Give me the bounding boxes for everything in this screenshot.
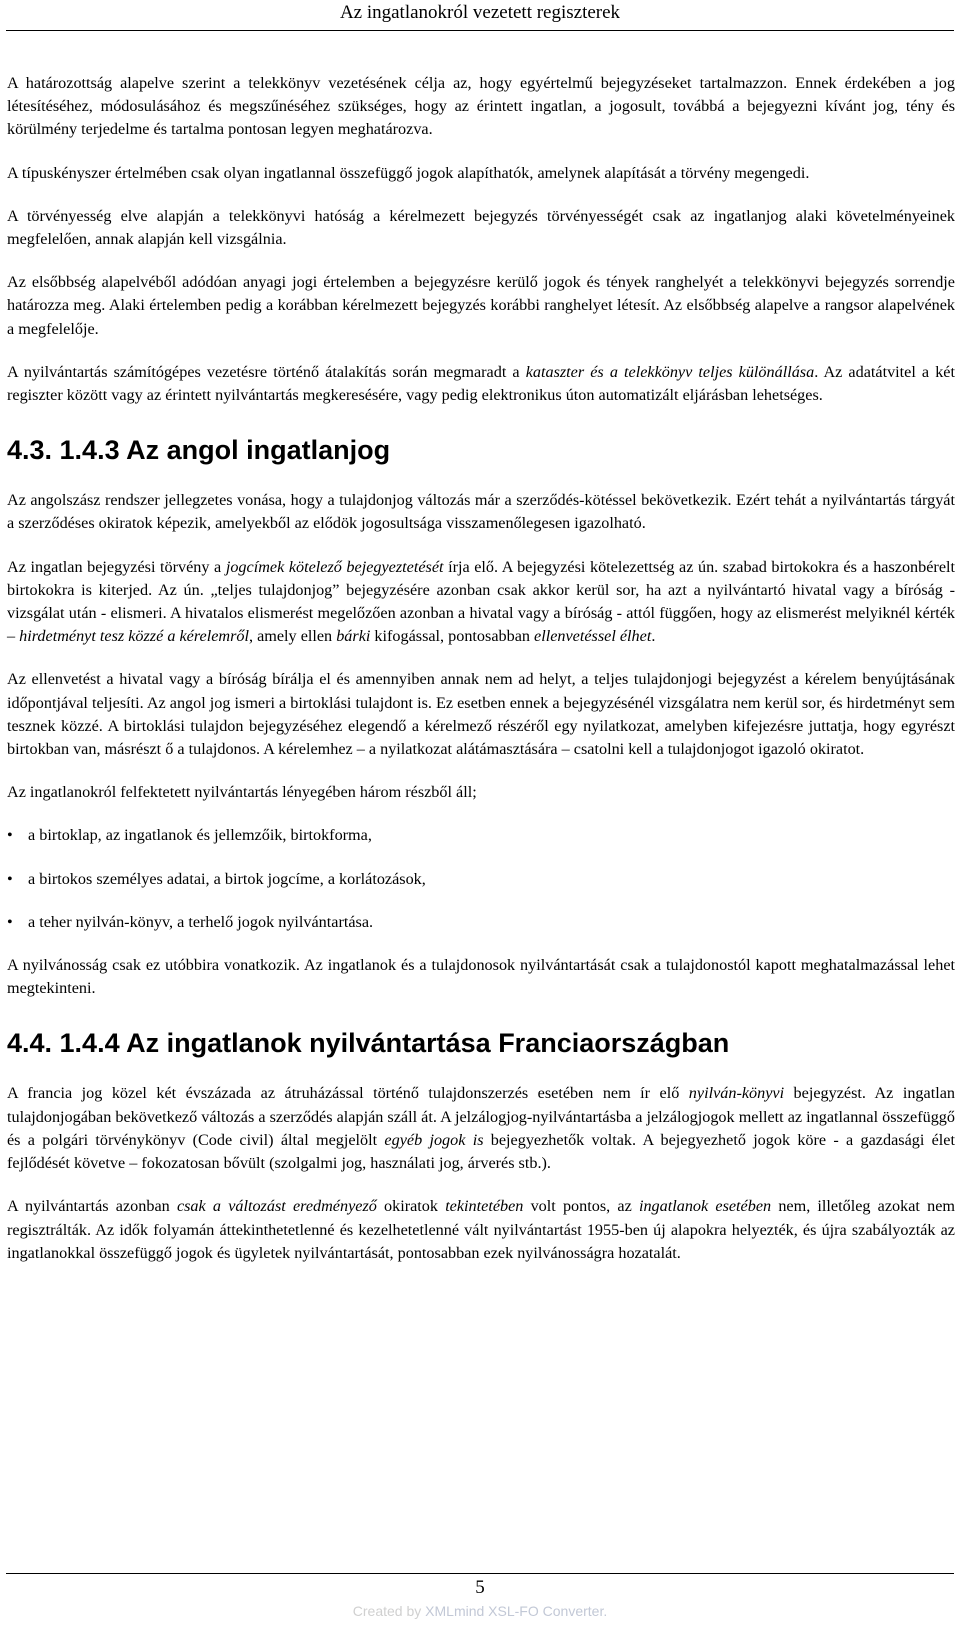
paragraph-francia-jog (7, 1082, 955, 1175)
emphasis: ingatlanok esetében (638, 1197, 772, 1216)
paragraph-ellenvetes: Az ellenvetést a hivatal vagy a bíróság bírálja el és amennyiben annak nem ad helyt, a teljes tulajdonjogi bejegyzést a kérelem benyújtásának időpontjával teljesíti. Az angol jog ismeri a birtoklási tulajdont is. Ez esetben ennek a bejegyzésénél vizsgálatra nem kerül sor, és hirdetményt sem tesznek közzé. A birtoklási tulajdon bejegyzéséhez elegendő a kérelmező részéről egy nyilatkozat, amelyben kifejezésre juttatja, hogy egyrészt birtokban van, másrészt ő a tulajdonos. A kérelemhez – a nyilatkozat alátámasztására – csatolni kell a tulajdonjogot igazoló okiratot. (7, 670, 955, 759)
footer-rule (6, 1573, 954, 1574)
emphasis: jogcímek kötelező bejegyeztetését (225, 557, 444, 576)
list-item (7, 868, 955, 891)
paragraph-elsobbseg: Az elsőbbség alapelvéből adódóan anyagi jogi értelemben a bejegyzésre kerülő jogok és tények ranghelyét a telekkönyvi bejegyzés sorrendje határozza meg. Alaki értelemben pedig a korábban kérelmezett bejegyzés korábbi ranghelyet létesít. Az elsőbbség alapelve a rangsor alapelvének a megfelelője. (7, 273, 955, 338)
paragraph-nyilvantartas (7, 361, 955, 407)
emphasis: tekintetében (445, 1197, 524, 1216)
paragraph-angolszasz: Az angolszász rendszer jellegzetes vonása, hogy a tulajdonjog változás már a szerződés-kötéssel bekövetkezik. Ezért tehát a nyilvántartás tárgyát a szerződéses okiratok képezik, amelyekből az elődök jogosultsága visszamenőlegesen igazolható. (7, 491, 955, 533)
text-run: bejegyezhetők voltak. A bejegyezhető jogok köre - a gazdasági élet fejlődését követve – fokozatosan bővült (szolgalmi jog, használati jog, árverés stb.). (7, 1130, 955, 1173)
text-run: Az ingatlan bejegyzési törvény a (7, 557, 226, 576)
paragraph-nyilvanossag: A nyilvánosság csak ez utóbbira vonatkozik. Az ingatlanok és a tulajdonosok nyilvántartását csak a tulajdonostól kapott meghatalmazással lehet megtekinteni. (7, 956, 955, 998)
section-heading-angol: 4.3. 1.4.3 Az angol ingatlanjog (7, 435, 391, 466)
bullet-list (7, 824, 955, 934)
list-item (7, 824, 955, 847)
emphasis: nyilván-könyvi (688, 1084, 785, 1103)
list-item-text: a birtoklap, az ingatlanok és jellemzőik, birtokforma, (28, 826, 372, 845)
text-run: A nyilvántartás számítógépes vezetésre történő átalakítás során megmaradt a (7, 362, 526, 381)
paragraph-harom-resz: Az ingatlanokról felfektetett nyilvántartás lényegében három részből áll; (7, 783, 477, 802)
paragraph-1955 (7, 1195, 955, 1265)
paragraph-bejegyzesi-torveny (7, 556, 955, 649)
emphasis: bárki (336, 627, 371, 646)
created-by-text: Created by (352, 1603, 426, 1619)
paragraph-tipuskenyszer: A típuskényszer értelmében csak olyan ingatlannal összefüggő jogok alapíthatók, amelynek alapítását a törvény megengedi. (7, 163, 810, 182)
text-run: okiratok (376, 1197, 446, 1216)
text-run: írja elő. A bejegyzési kötelezettség az ún. szabad birtokokra és a haszonbérelt birtokokra is kiterjed. Az ún. „teljes tulajdonjog” bejegyzésére azonban csak akkor kerül sor, ha azt a nyilvántartó hivatal vagy a bíróság - vizsgálat után - elismeri. A hivatalos elismerést megelőzően azonban a hivatal vagy a bíróság - attól függően, hogy az elismerést melyiknél kérték – (7, 557, 956, 646)
emphasis: ellenvetéssel élhet (534, 627, 652, 646)
running-header: Az ingatlanokról vezetett regiszterek (339, 2, 621, 23)
paragraph-hatarozottsag: A határozottság alapelve szerint a telekkönyv vezetésének célja az, hogy egyértelmű bejegyzéseket tartalmazzon. Ennek érdekében a jog létesítéséhez, módosulásához és megszűnéséhez szükséges, hogy az érintett ingatlan, a jogosult, továbbá a bejegyezni kívánt jog, tény és körülmény terjedelme és tartalma pontosan legyen meghatározva. (7, 74, 955, 139)
emphasis: hirdetményt tesz közzé a kérelemről (19, 627, 249, 646)
text-run: A francia jog közel két évszázada az átruházással történő tulajdonszerzés esetében nem ír elő (7, 1084, 689, 1103)
bullet-icon: • (7, 912, 13, 931)
page-number: 5 (475, 1577, 485, 1598)
emphasis: kataszter és a telekkönyv teljes különállása (525, 362, 815, 381)
generator-name: XMLmind XSL-FO Converter. (425, 1603, 608, 1619)
text-run: nem, illetőleg azokat nem regisztrálták. Az idők folyamán áttekinthetetlenné és kezelhetetlenné vált nyilvántartást 1955-ben új alapokra helyezték, és újra szabályozták az ingatlanokkal összefüggő jogok és ügyletek nyilvántartását, pontosabban ezek nyilvánosságra hozatalát. (7, 1197, 955, 1262)
emphasis: egyéb jogok is (384, 1130, 484, 1149)
text-run: A nyilvántartás azonban (7, 1197, 177, 1216)
list-item-text: a teher nyilván-könyv, a terhelő jogok nyilvántartása. (28, 912, 374, 931)
paragraph-torvenyesseg: A törvényesség elve alapján a telekkönyvi hatóság a kérelmezett bejegyzés törvényességét csak az ingatlanjog alaki követelményeinek megfelelően, annak alapján kell vizsgálnia. (7, 206, 955, 249)
section-heading-francia: 4.4. 1.4.4 Az ingatlanok nyilvántartása Franciaországban (7, 1028, 730, 1059)
text-run: . Az adatátvitel a két regiszter között vagy az érintett nyilvántartás megkeresésére, vagy pedig elektronikus úton automatizált eljárásban lehetséges. (7, 362, 955, 405)
bullet-icon: • (7, 869, 13, 888)
header-rule (6, 30, 954, 31)
text-run: kifogással, pontosabban (370, 627, 535, 646)
list-item-text: a birtokos személyes adatai, a birtok jogcíme, a korlátozások, (28, 869, 426, 888)
text-run: . (651, 627, 656, 646)
list-item (7, 911, 955, 934)
text-run: volt pontos, az (523, 1197, 639, 1216)
bullet-icon: • (7, 826, 13, 845)
text-run: bejegyzést. Az ingatlan tulajdonjogában bekövetkező változás a szerződés alapján száll át. A jelzálogjog-nyilvántartásba a jelzálogjogok mellett az ingatlannal összefüggő és a polgári törvénykönyv (Code civil) által megjelölt (7, 1084, 955, 1149)
emphasis: csak a változást eredményező (176, 1197, 377, 1216)
text-run: , amely ellen (249, 627, 337, 646)
generator-watermark (0, 1602, 960, 1620)
page-content (7, 72, 955, 1265)
